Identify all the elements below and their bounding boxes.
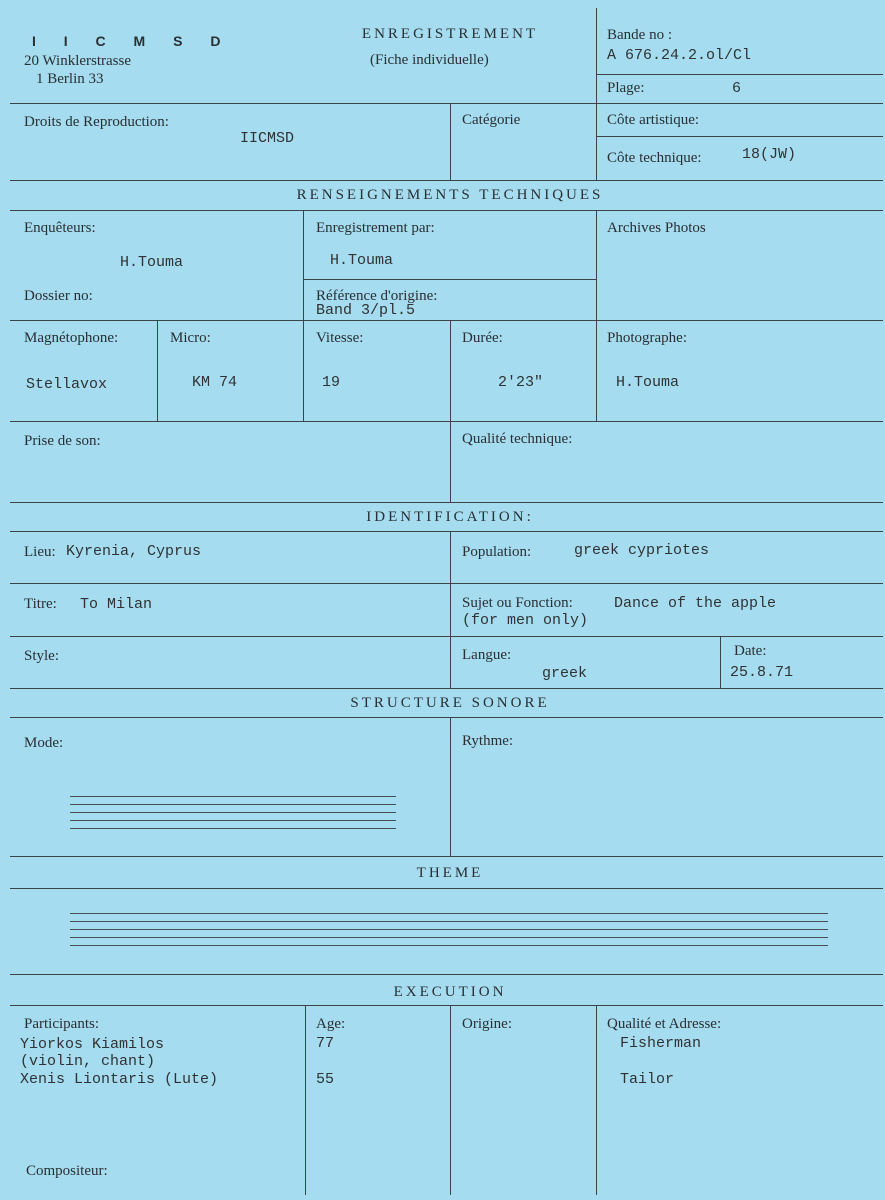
lieu-label: Lieu: bbox=[24, 544, 56, 560]
rule-rights-cat-left bbox=[450, 103, 451, 180]
rule-tech-col3 bbox=[596, 210, 597, 421]
participant-1-qualite: Fisherman bbox=[620, 1035, 702, 1052]
rythme-label: Rythme: bbox=[462, 733, 514, 749]
micro-value: KM 74 bbox=[192, 374, 238, 391]
enregistrement-par-label: Enregistrement par: bbox=[316, 220, 435, 236]
magnetophone-value: Stellavox bbox=[26, 376, 108, 393]
section-title-technical: RENSEIGNEMENTS TECHNIQUES bbox=[296, 187, 604, 203]
qualite-adresse-label: Qualité et Adresse: bbox=[607, 1016, 722, 1032]
cote-artistique-label: Côte artistique: bbox=[607, 112, 700, 128]
rule-plage-top bbox=[597, 74, 883, 75]
enqueteurs-label: Enquêteurs: bbox=[24, 220, 96, 236]
institute-address-street: 20 Winklerstrasse bbox=[24, 53, 132, 69]
lieu-value: Kyrenia, Cyprus bbox=[66, 543, 202, 560]
participant-1-role: (violin, chant) bbox=[20, 1053, 156, 1070]
rule-titre-bottom bbox=[10, 636, 883, 637]
staff-line bbox=[70, 804, 396, 805]
categorie-label: Catégorie bbox=[462, 112, 521, 128]
rule-theme-bottom bbox=[10, 974, 883, 975]
rule-rights-cat-right bbox=[596, 103, 597, 180]
origine-label: Origine: bbox=[462, 1016, 512, 1032]
rule-ident-mid bbox=[450, 531, 451, 688]
population-label: Population: bbox=[462, 544, 532, 560]
droits-label: Droits de Reproduction: bbox=[24, 114, 169, 130]
bande-label: Bande no : bbox=[607, 27, 672, 43]
sujet-value-line2: (for men only) bbox=[462, 612, 589, 629]
staff-line bbox=[70, 937, 828, 938]
reference-value: Band 3/pl.5 bbox=[316, 302, 416, 319]
qualite-technique-label: Qualité technique: bbox=[462, 431, 573, 447]
plage-label: Plage: bbox=[607, 80, 645, 96]
rule-exec-col2 bbox=[450, 1005, 451, 1195]
section-title-theme: THEME bbox=[416, 865, 484, 881]
staff-line bbox=[70, 812, 396, 813]
rule-equipment-bottom bbox=[10, 421, 883, 422]
rule-execution-title-bottom bbox=[10, 1005, 883, 1006]
rule-reference-top bbox=[304, 279, 596, 280]
langue-label: Langue: bbox=[462, 647, 512, 663]
style-label: Style: bbox=[24, 648, 60, 664]
photographe-value: H.Touma bbox=[616, 374, 680, 391]
rule-exec-col1 bbox=[305, 1005, 306, 1195]
rule-cote-split bbox=[597, 136, 883, 137]
rule-prise-bottom bbox=[10, 502, 883, 503]
rule-qualite-left bbox=[450, 421, 451, 502]
participant-2-age: 55 bbox=[316, 1071, 335, 1088]
archives-photos-label: Archives Photos bbox=[607, 220, 706, 236]
rule-tech-col1 bbox=[303, 210, 304, 421]
rule-dossier-bottom bbox=[10, 320, 883, 321]
rule-theme-title-bottom bbox=[10, 888, 883, 889]
section-title-execution: EXECUTION bbox=[393, 984, 507, 1000]
staff-line bbox=[70, 945, 828, 946]
participant-1-age: 77 bbox=[316, 1035, 335, 1052]
staff-line bbox=[70, 820, 396, 821]
staff-line bbox=[70, 828, 396, 829]
staff-line bbox=[70, 929, 828, 930]
rule-header-right bbox=[596, 8, 597, 103]
cote-technique-label: Côte technique: bbox=[607, 150, 702, 166]
vitesse-value: 19 bbox=[322, 374, 341, 391]
population-value: greek cypriotes bbox=[574, 542, 710, 559]
compositeur-label: Compositeur: bbox=[26, 1163, 108, 1179]
duree-label: Durée: bbox=[462, 330, 503, 346]
bande-value: A 676.24.2.ol/Cl bbox=[607, 47, 752, 64]
plage-value: 6 bbox=[732, 80, 742, 97]
participants-label: Participants: bbox=[24, 1016, 99, 1032]
participant-1-name: Yiorkos Kiamilos bbox=[20, 1036, 165, 1053]
date-value: 25.8.71 bbox=[730, 664, 794, 681]
rule-ident-title-bottom bbox=[10, 531, 883, 532]
rule-mode-bottom bbox=[10, 856, 883, 857]
participant-2-qualite: Tailor bbox=[620, 1071, 675, 1088]
rule-rights-bottom bbox=[10, 180, 883, 181]
enqueteurs-value: H.Touma bbox=[120, 254, 184, 271]
langue-value: greek bbox=[542, 665, 588, 682]
sujet-value: Dance of the apple bbox=[614, 595, 777, 612]
droits-value: IICMSD bbox=[240, 130, 295, 147]
photographe-label: Photographe: bbox=[607, 330, 687, 346]
form-subtitle: (Fiche individuelle) bbox=[370, 52, 489, 68]
micro-label: Micro: bbox=[170, 330, 211, 346]
dossier-label: Dossier no: bbox=[24, 288, 93, 304]
age-label: Age: bbox=[316, 1016, 346, 1032]
institute-logo: I I C M S D bbox=[32, 33, 233, 49]
titre-label: Titre: bbox=[24, 596, 57, 612]
rule-lieu-bottom bbox=[10, 583, 883, 584]
titre-value: To Milan bbox=[80, 596, 153, 613]
rule-duree-left bbox=[450, 320, 451, 421]
rule-header-bottom bbox=[10, 103, 883, 104]
rule-structure-mid bbox=[450, 717, 451, 856]
staff-line bbox=[70, 921, 828, 922]
rule-tech-title-bottom bbox=[10, 210, 883, 211]
reference-label: Référence d'origine: bbox=[316, 288, 438, 304]
duree-value: 2'23" bbox=[498, 374, 544, 391]
cote-technique-value: 18(JW) bbox=[742, 146, 797, 163]
rule-style-bottom bbox=[10, 688, 883, 689]
enregistrement-par-value: H.Touma bbox=[330, 252, 394, 269]
section-title-structure: STRUCTURE SONORE bbox=[350, 695, 550, 711]
prise-de-son-label: Prise de son: bbox=[24, 433, 101, 449]
vitesse-label: Vitesse: bbox=[316, 330, 364, 346]
form-title: ENREGISTREMENT bbox=[361, 26, 539, 42]
mode-label: Mode: bbox=[24, 735, 64, 751]
rule-micro-left bbox=[157, 320, 158, 421]
rule-structure-title-bottom bbox=[10, 717, 883, 718]
rule-exec-col3 bbox=[596, 1005, 597, 1195]
institute-address-city: 1 Berlin 33 bbox=[36, 71, 104, 87]
section-title-identification: IDENTIFICATION: bbox=[366, 509, 534, 525]
date-label: Date: bbox=[734, 643, 767, 659]
magnetophone-label: Magnétophone: bbox=[24, 330, 119, 346]
sujet-label: Sujet ou Fonction: bbox=[462, 595, 573, 611]
rule-date-left bbox=[720, 636, 721, 688]
participant-2-name: Xenis Liontaris (Lute) bbox=[20, 1071, 219, 1088]
staff-line bbox=[70, 796, 396, 797]
staff-line bbox=[70, 913, 828, 914]
